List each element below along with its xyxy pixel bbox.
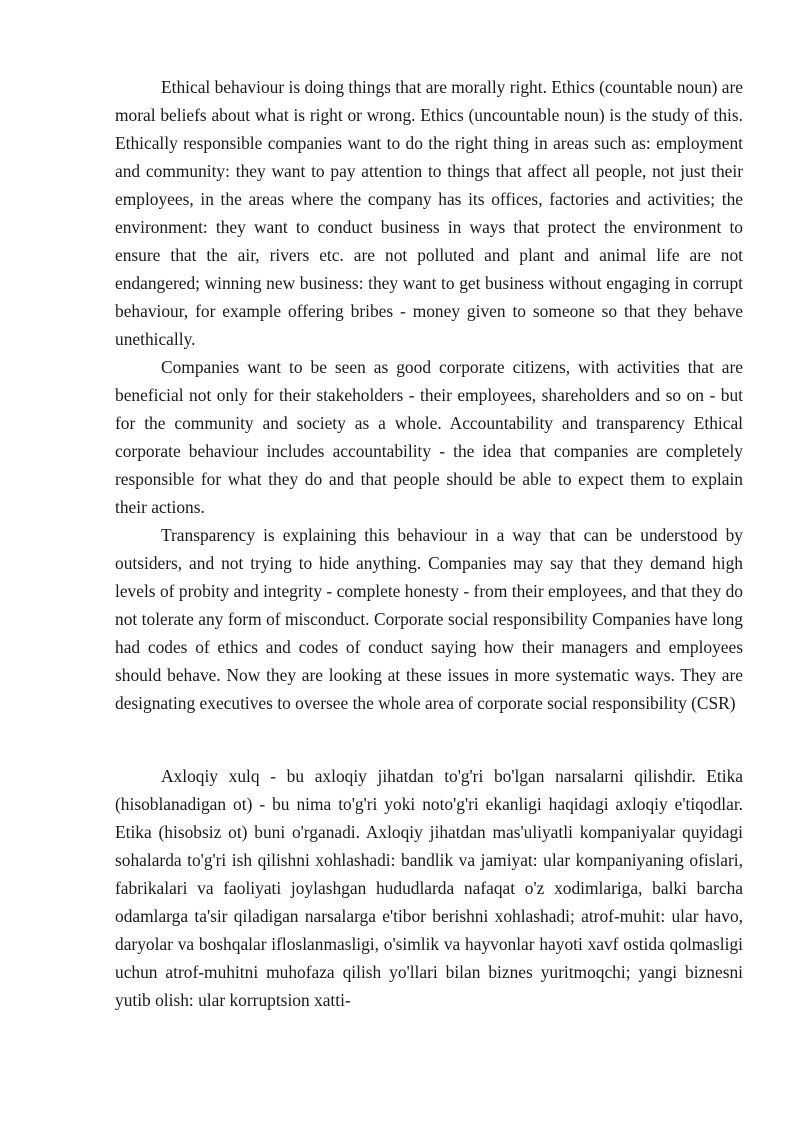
uzbek-translation-section: [115, 762, 743, 1014]
paragraph-transparency: Transparency is explaining this behaviour in a way that can be understood by outsiders, and not trying to hide anything. Companies may say that they demand high levels of probity and integrity - complete honesty - from their employees, and that they do not tolerate any form of misconduct. Corporate social responsibility Companies have long had codes of ethics and codes of conduct saying how their managers and employees should behave. Now they are looking at these issues in more systematic ways. They are designating executives to oversee the whole area of corporate social responsibility (CSR): [115, 525, 743, 713]
english-text-section: [115, 73, 743, 717]
paragraph-ethical-behaviour: Ethical behaviour is doing things that are morally right. Ethics (countable noun) are moral beliefs about what is right or wrong. Ethics (uncountable noun) is the study of this. Ethically responsible companies want to do the right thing in areas such as: employment and community: they want to pay attention to things that affect all people, not just their employees, in the areas where the company has its offices, factories and activities; the environment: they want to conduct business in ways that protect the environment to ensure that the air, rivers etc. are not polluted and plant and animal life are not endangered; winning new business: they want to get business without engaging in corrupt behaviour, for example offering bribes - money given to someone so that they behave unethically.: [115, 77, 743, 349]
paragraph-corporate-citizens: Companies want to be seen as good corporate citizens, with activities that are beneficial not only for their stakeholders - their employees, shareholders and so on - but for the community and society as a whole. Accountability and transparency Ethical corporate behaviour includes accountability - the idea that companies are completely responsible for what they do and that people should be able to expect them to explain their actions.: [115, 357, 743, 517]
paragraph-axloqiy-xulq: Axloqiy xulq - bu axloqiy jihatdan to'g'ri bo'lgan narsalarni qilishdir. Etika (hisoblanadigan ot) - bu nima to'g'ri yoki noto'g'ri ekanligi haqidagi axloqiy e'tiqodlar. Etika (hisobsiz ot) buni o'rganadi. Axloqiy jihatdan mas'uliyatli kompaniyalar quyidagi sohalarda to'g'ri ish qilishni xohlashadi: bandlik va jamiyat: ular kompaniyaning ofislari, fabrikalari va faoliyati joylashgan hududlarda nafaqat o'z xodimlariga, balki barcha odamlarga ta'sir qiladigan narsalarga e'tibor berishni xohlashadi; atrof-muhit: ular havo, daryolar va boshqalar ifloslanmasligi, o'simlik va hayvonlar hayoti xavf ostida qolmasligi uchun atrof-muhitni muhofaza qilish yo'llari bilan biznes yuritmoqchi; yangi biznesni yutib olish: ular korruptsion xatti-: [115, 766, 743, 1010]
